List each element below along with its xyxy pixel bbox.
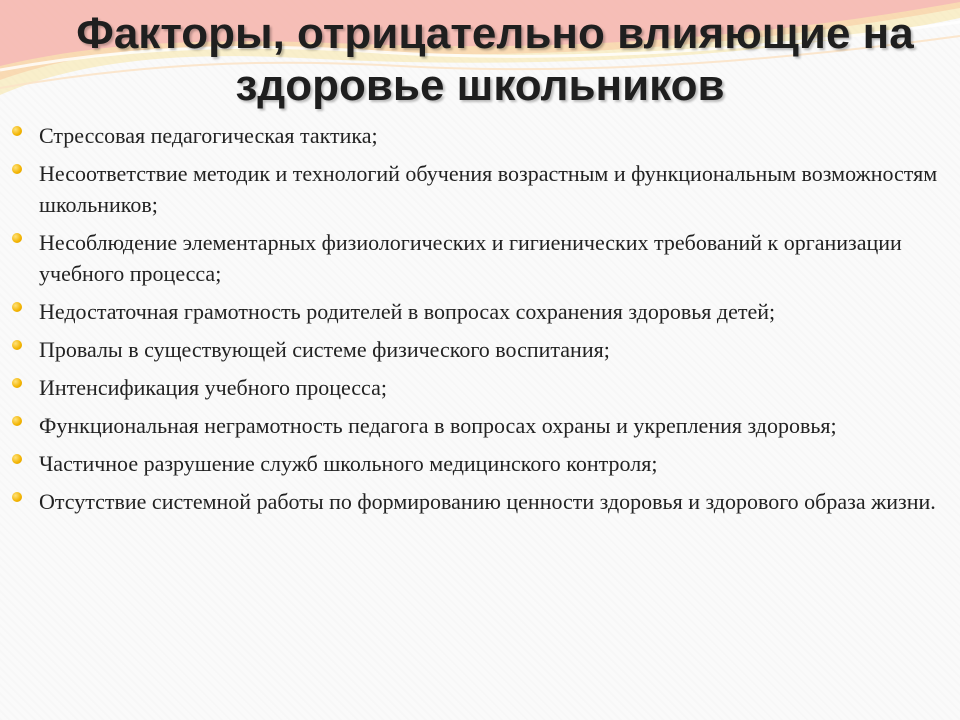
title-line-2: здоровье школьников xyxy=(235,61,725,110)
yellow-dot-bullet-icon xyxy=(12,492,22,502)
list-item-text: Функциональная неграмотность педагога в вопросах охраны и укрепления здоровья; xyxy=(39,413,837,438)
list-item xyxy=(12,227,957,289)
yellow-dot-bullet-icon xyxy=(12,416,22,426)
list-item-text: Интенсификация учебного процесса; xyxy=(39,375,387,400)
list-item xyxy=(12,120,957,151)
yellow-dot-bullet-icon xyxy=(12,340,22,350)
yellow-dot-bullet-icon xyxy=(12,233,22,243)
title-line-1: Факторы, отрицательно влияющие на xyxy=(76,9,914,58)
yellow-dot-bullet-icon xyxy=(12,302,22,312)
list-item xyxy=(12,158,957,220)
yellow-dot-bullet-icon xyxy=(12,378,22,388)
list-item-text: Недостаточная грамотность родителей в вопросах сохранения здоровья детей; xyxy=(39,299,776,324)
slide-title xyxy=(0,8,960,112)
list-item-text: Отсутствие системной работы по формированию ценности здоровья и здорового образа жизни. xyxy=(39,489,936,514)
list-item-text: Провалы в существующей системе физического воспитания; xyxy=(39,337,610,362)
yellow-dot-bullet-icon xyxy=(12,164,22,174)
list-item xyxy=(12,486,957,517)
list-item xyxy=(12,334,957,365)
factors-list xyxy=(12,120,957,524)
list-item-text: Стрессовая педагогическая тактика; xyxy=(39,123,378,148)
list-item-text: Частичное разрушение служб школьного медицинского контроля; xyxy=(39,451,658,476)
list-item xyxy=(12,410,957,441)
yellow-dot-bullet-icon xyxy=(12,126,22,136)
list-item xyxy=(12,372,957,403)
list-item xyxy=(12,448,957,479)
list-item xyxy=(12,296,957,327)
list-item-text: Несоблюдение элементарных физиологических и гигиенических требований к организации учебного процесса; xyxy=(39,230,902,286)
yellow-dot-bullet-icon xyxy=(12,454,22,464)
list-item-text: Несоответствие методик и технологий обучения возрастным и функциональным возможностям школьников; xyxy=(39,161,938,217)
